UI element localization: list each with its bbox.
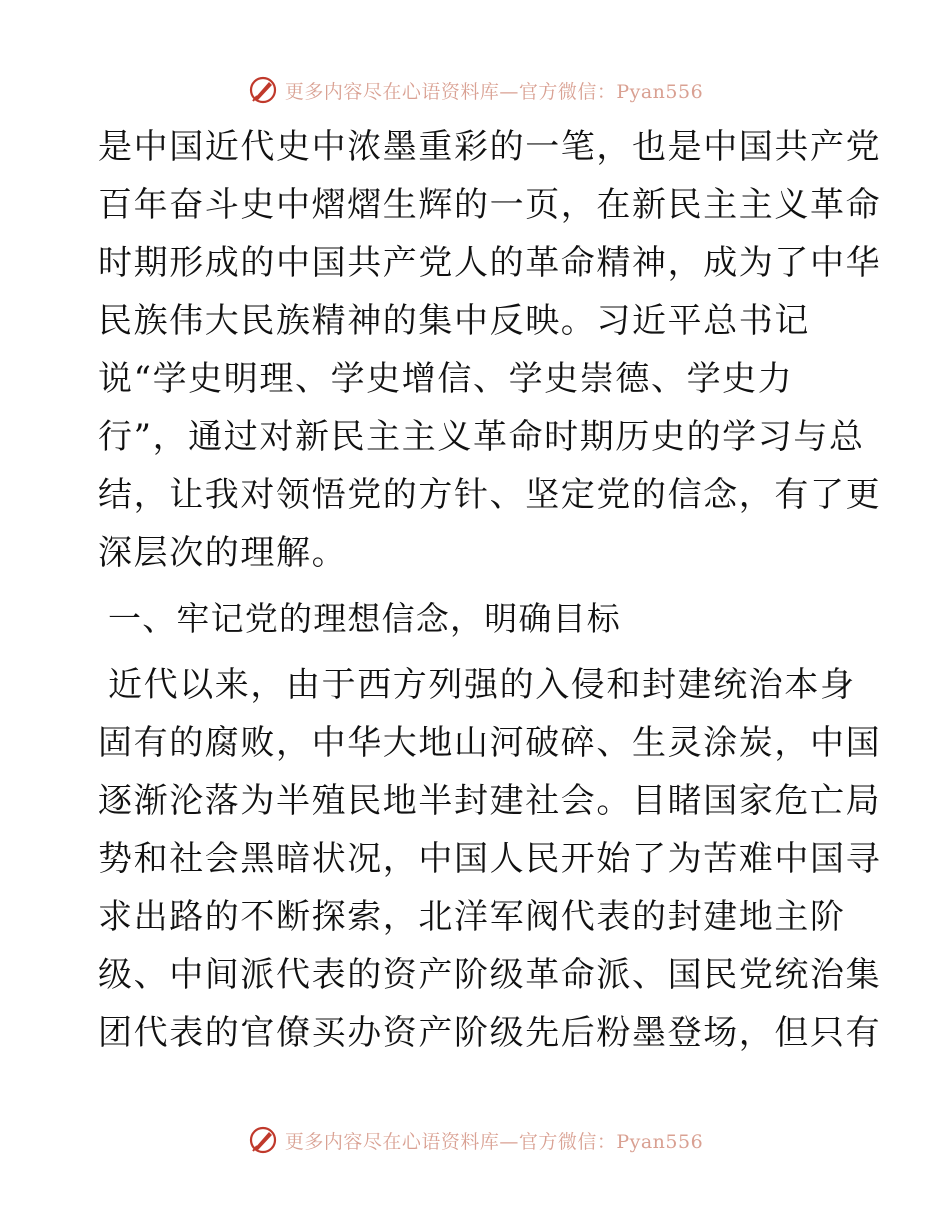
text-line: 势和社会黑暗状况，中国人民开始了为苦难中国寻: [98, 839, 882, 879]
text-line: 固有的腐败，中华大地山河破碎、生灵涂炭，中国: [98, 723, 882, 763]
document-body: [98, 118, 882, 1062]
text-line: 求出路的不断探索，北洋军阀代表的封建地主阶: [98, 897, 846, 937]
text-line: 近代以来，由于西方列强的入侵和封建统治本身: [108, 665, 856, 705]
paragraph-1: [98, 118, 882, 582]
paragraph-2: [98, 656, 882, 1062]
text-line: 民族伟大民族精神的集中反映。习近平总书记: [98, 301, 810, 341]
feather-pen-circle-logo-icon: [247, 74, 279, 106]
text-line: 深层次的理解。: [98, 533, 348, 573]
text-line: 团代表的官僚买办资产阶级先后粉墨登场，但只有: [98, 1013, 882, 1053]
header-watermark-banner: [0, 70, 950, 110]
footer-watermark-banner: [0, 1120, 950, 1160]
text-line: 逐渐沦落为半殖民地半封建社会。目睹国家危亡局: [98, 781, 882, 821]
text-line: 级、中间派代表的资产阶级革命派、国民党统治集: [98, 955, 882, 995]
footer-watermark-text: 更多内容尽在心语资料库—官方微信：Pyan556: [284, 1130, 704, 1153]
header-watermark-text: 更多内容尽在心语资料库—官方微信：Pyan556: [284, 80, 704, 103]
text-line: 行”，通过对新民主主义革命时期历史的学习与总: [98, 417, 865, 457]
text-line: 是中国近代史中浓墨重彩的一笔，也是中国共产党: [98, 127, 882, 167]
text-line: 说“学史明理、学史增信、学史崇德、学史力: [98, 359, 794, 399]
text-line: 时期形成的中国共产党人的革命精神，成为了中华: [98, 243, 882, 283]
feather-pen-circle-logo-icon: [247, 1124, 279, 1156]
text-line: 结，让我对领悟党的方针、坚定党的信念，有了更: [98, 475, 882, 515]
section-heading: 一、牢记党的理想信念，明确目标: [108, 599, 621, 638]
text-line: 百年奋斗史中熠熠生辉的一页，在新民主主义革命: [98, 185, 882, 225]
